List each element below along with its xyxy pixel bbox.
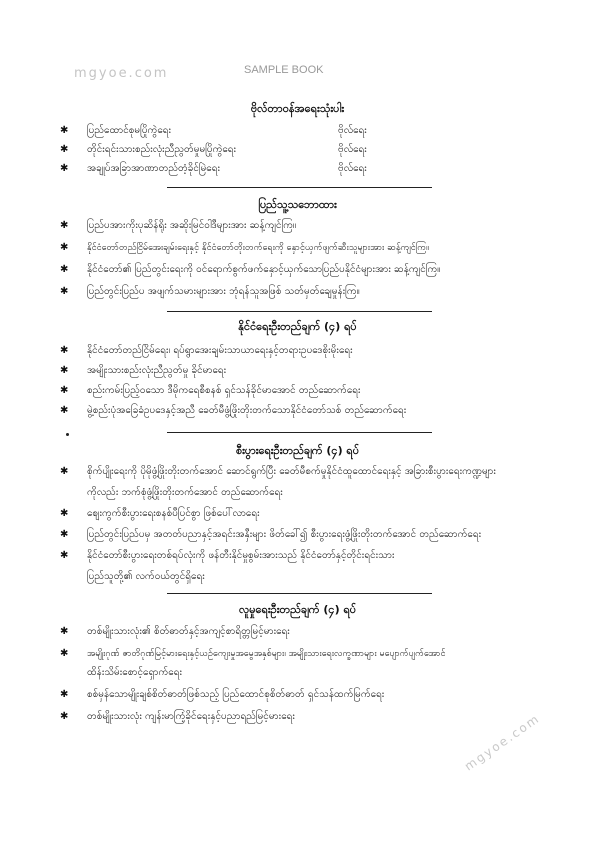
watermark-top: mgyoe.com — [74, 66, 169, 81]
bullet-icon: ✱ — [60, 689, 69, 700]
divider — [167, 311, 432, 312]
bullet-icon: ✱ — [60, 648, 69, 659]
bullet-icon: ✱ — [60, 242, 69, 253]
section-heading-objectives: ဗိုလ်တာဝန်အရေးသုံးပါး — [250, 102, 345, 115]
sample-book-label: SAMPLE BOOK — [244, 64, 324, 76]
bullet-icon: ✱ — [60, 508, 69, 519]
section-heading-public-opinion: ပြည်သူ့သဘောထား — [258, 198, 337, 211]
bullet-icon: ✱ — [60, 711, 69, 722]
bullet-icon: ✱ — [60, 466, 69, 477]
bullet-icon: ✱ — [60, 220, 69, 231]
bullet-icon: ✱ — [60, 345, 69, 356]
list-item-continuation: ကိုလည်း ဘက်စုံဖွံ့ဖြိုးတိုးတက်အောင် တည်ဆောက်ရေး — [87, 487, 283, 498]
list-item-continuation: ပြည်သူတို့၏ လက်ဝယ်တွင်ရှိရေး — [87, 571, 205, 582]
bullet-icon: ✱ — [60, 144, 69, 155]
list-item-continuation: ထိန်းသိမ်းစောင့်ရှောက်ရေး — [87, 667, 182, 678]
bullet-icon: ✱ — [60, 286, 69, 297]
bullet-icon: ✱ — [60, 365, 69, 376]
bullet-icon: ✱ — [60, 163, 69, 174]
bullet-icon: ✱ — [60, 626, 69, 637]
section-heading-economic-objectives: စီးပွားရေးဦးတည်ချက် (၄) ရပ် — [235, 444, 360, 457]
bullet-icon: ✱ — [60, 264, 69, 275]
section-heading-social-objectives: လူမှုရေးဦးတည်ချက် (၄) ရပ် — [238, 603, 357, 616]
section-heading-political-objectives: နိုင်ငံရေးဦးတည်ချက် (၄) ရပ် — [238, 320, 357, 333]
stray-mark — [66, 433, 69, 436]
bullet-icon: ✱ — [60, 385, 69, 396]
divider — [167, 593, 432, 594]
page: mgyoe.com SAMPLE BOOK ဗိုလ်တာဝန်အရေးသုံးပါး ✱ ပြည်ထောင်စုမပြိုကွဲရေး ဗိုလ်ရေး ✱ တိုင်းရင်းသားစည်းလုံးညီညွတ်မှုမပြိုကွဲရေး ဗိုလ်ရေး ✱ အချုပ်အခြာအာဏာတည်တံ့ခိုင်မြဲရေး ဗိုလ်ရေး ပြည်သူ့သဘောထား ✱ ပြည်ပအားကိုးပုဆိန်ရိုး အဆိုးမြင်ဝါဒီများအား ဆန့်ကျင်ကြ။ ✱ နိုင်ငံတော်တည်ငြိမ်အေးချမ်းရေးနှင့် နိုင်ငံတော်တိုးတက်ရေးကို နှောင့်ယှက်ဖျက်ဆီးသူများအား ဆန့်ကျင်ကြ။ ✱ နိုင်ငံတော်၏ ပြည်တွင်းရေးကို ဝင်ရောက်စွက်ဖက်နှောင့်ယှက်သောပြည်ပနိုင်ငံများအား ဆန့်ကျင်ကြ။ ✱ ပြည်တွင်းပြည်ပ အဖျက်သမားများအား ဘုံရန်သူအဖြစ် သတ်မှတ်ချေမှုန်းကြ။ နိုင်ငံရေးဦးတည်ချက် (၄) ရပ် ✱ နိုင်ငံတော်တည်ငြိမ်ရေး၊ ရပ်ရွာအေးချမ်းသာယာရေးနှင့်တရားဥပဒေစိုးမိုးရေး ✱ အမျိုးသားစည်းလုံးညီညွတ်မှု ခိုင်မာရေး ✱ စည်းကမ်းပြည့်ဝသော ဒီမိုကရေစီစနစ် ရှင်သန်ခိုင်မာအောင် တည်ဆောက်ရေး ✱ မွဲ့စည်းပုံအခြေခံဥပဒေနှင့်အညီ ခေတ်မီဖွံ့ဖြိုးတိုးတက်သောနိုင်ငံတော်သစ် တည်ဆောက်ရေး စီးပွားရေးဦးတည်ချက် (၄) ရပ် ✱ စိုက်ပျိုးရေးကို ပိုမိုဖွံ့ဖြိုးတိုးတက်အောင် ဆောင်ရွက်ပြီး ခေတ်မီစက်မှုနိုင်ငံထူထောင်ရေးနှင့် အခြားစီးပွားရေးကဏ္ဍများ ကိုလည်း ဘက်စုံဖွံ့ဖြိုးတိုးတက်အောင် တည်ဆောက်ရေး ✱ ဈေးကွက်စီးပွားရေးစနစ်ပီပြင်စွာ ဖြစ်ပေါ်လာရေး ✱ ပြည်တွင်းပြည်ပမှ အတတ်ပညာနှင့်အရင်းအနှီးများ ဖိတ်ခေါ်၍ စီးပွားရေးဖွံ့ဖြိုးတိုးတက်အောင် တည်ဆောက်ရေး ✱ နိုင်ငံတော်စီးပွားရေးတစ်ရပ်လုံးကို ဖန်တီးနိုင်မှုစွမ်းအားသည် နိုင်ငံတော်နှင့်တိုင်းရင်းသား ပြည်သူတို့၏ လက်ဝယ်တွင်ရှိရေး လူမှုရေးဦးတည်ချက် (၄) ရပ် ✱ တစ်မျိုးသားလုံး၏ စိတ်ဓာတ်နှင့်အကျင့်စာရိတ္တမြင့်မားရေး ✱ အမျိုးဂုဏ် ဇာတိဂုဏ်မြင့်မားရေးနှင့်ယဉ်ကျေးမှုအမွေအနှစ်များ၊ အမျိုးသားရေးလက္ခဏာများ မပျောက်ပျက်အောင် ထိန်းသိမ်းစောင့်ရှောက်ရေး ✱ စစ်မှန်သောမျိုးချစ်စိတ်ဓာတ်ဖြစ်သည့် ပြည်ထောင်စုစိတ်ဓာတ် ရှင်သန်ထက်မြက်ရေး ✱ တစ်မျိုးသားလုံး ကျန်းမာကြံ့ခိုင်ရေးနှင့်ပညာရည်မြင့်မားရေး mgyoe.com — [0, 0, 595, 842]
bullet-icon: ✱ — [60, 529, 69, 540]
divider — [167, 432, 432, 433]
divider — [167, 187, 432, 188]
bullet-icon: ✱ — [60, 125, 69, 136]
bullet-icon: ✱ — [60, 550, 69, 561]
watermark-bottom: mgyoe.com — [462, 711, 543, 774]
bullet-icon: ✱ — [60, 405, 69, 416]
